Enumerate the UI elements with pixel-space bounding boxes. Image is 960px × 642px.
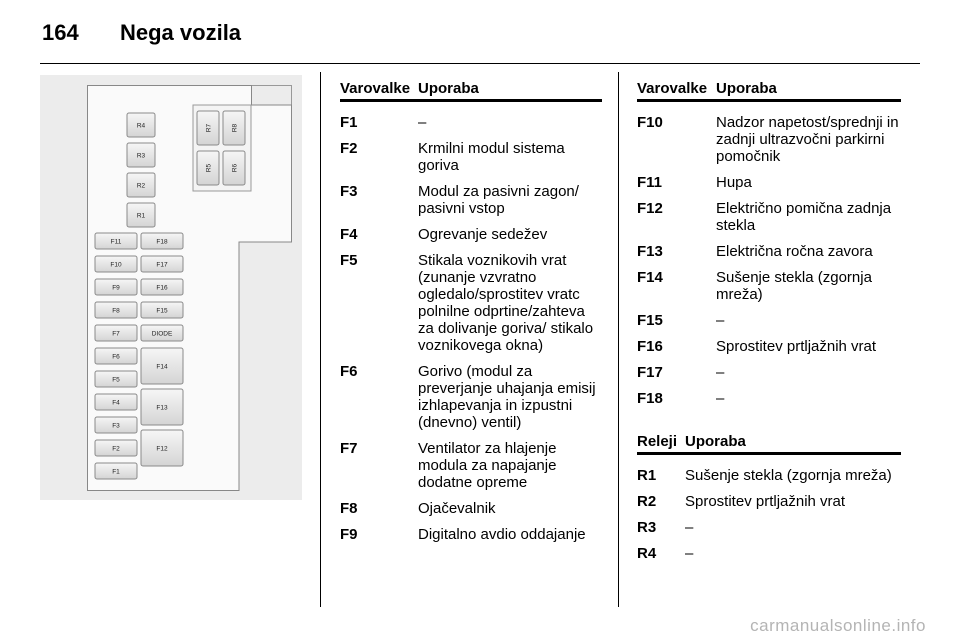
table-row	[637, 493, 901, 510]
row-use: –	[716, 390, 725, 407]
fuse-table-1	[340, 80, 602, 543]
row-use: –	[685, 519, 694, 536]
relay-block-label: R4	[136, 122, 146, 130]
row-key: F8	[340, 500, 358, 517]
relay-block-label: R2	[136, 182, 146, 190]
fuse-table-1-header	[340, 80, 602, 102]
row-use: Ogrevanje sedežev	[418, 226, 548, 243]
row-use: Modul za pasivni zagon/ pasivni vstop	[418, 183, 579, 217]
relay-block-label: R5	[205, 163, 213, 173]
row-key: F4	[340, 226, 358, 243]
fuse-block-label: F10	[110, 261, 122, 269]
row-use: Ojačevalnik	[418, 500, 496, 517]
row-key: F11	[637, 174, 663, 191]
row-key: R3	[637, 519, 657, 536]
fuse-block-label: F3	[112, 422, 120, 430]
fuse-box-svg	[87, 85, 293, 491]
relay-block-label: R8	[231, 123, 239, 133]
table-row	[637, 467, 901, 484]
fuse-block-label: F15	[156, 307, 168, 315]
header-uporaba: Uporaba	[685, 433, 746, 450]
fuse-block-label: F18	[156, 238, 168, 246]
fuse-block-label: DIODE	[151, 330, 173, 338]
table-row	[340, 440, 602, 491]
fuse-block-large-label: F12	[156, 445, 168, 453]
table-row	[637, 519, 901, 536]
row-key: R2	[637, 493, 657, 510]
fuse-block-label: F5	[112, 376, 120, 384]
row-use: Krmilni modul sistema goriva	[418, 140, 565, 174]
row-key: F9	[340, 526, 358, 543]
table-row	[637, 312, 901, 329]
row-key: F12	[637, 200, 663, 217]
column-divider-2	[618, 72, 619, 607]
header-rule	[40, 63, 920, 64]
row-use: Sušenje stekla (zgornja mreža)	[716, 269, 872, 303]
fuse-box-diagram	[40, 75, 302, 500]
fuse-block-label: F1	[112, 468, 120, 476]
fuse-block-label: F9	[112, 284, 120, 292]
row-key: F18	[637, 390, 663, 407]
row-use: Hupa	[716, 174, 752, 191]
row-key: F6	[340, 363, 358, 380]
fuse-block-label: F17	[156, 261, 168, 269]
table-row	[340, 500, 602, 517]
row-key: F15	[637, 312, 663, 329]
row-key: F16	[637, 338, 663, 355]
row-use: Gorivo (modul za preverjanje uhajanja emisij izhlapevanja in izpustni (dnevno) ventil)	[418, 363, 596, 431]
relay-block-label: R6	[231, 163, 239, 173]
row-key: R4	[637, 545, 657, 562]
fuse-block-label: F7	[112, 330, 120, 338]
page-title: Nega vozila	[120, 20, 242, 45]
row-key: F14	[637, 269, 663, 286]
header-releji: Releji	[637, 433, 678, 450]
row-key: F10	[637, 114, 663, 131]
header-uporaba: Uporaba	[716, 80, 777, 97]
fuse-table-2	[637, 80, 901, 407]
fuse-block-label: F6	[112, 353, 120, 361]
fuse-block-large-label: F13	[156, 404, 168, 412]
table-row	[637, 200, 901, 234]
row-key: F1	[340, 114, 358, 131]
relay-table-header	[637, 433, 901, 455]
row-use: Digitalno avdio oddajanje	[418, 526, 586, 543]
table-row	[637, 269, 901, 303]
watermark: carmanualsonline.info	[750, 616, 926, 635]
row-use: –	[716, 312, 725, 329]
row-key: F17	[637, 364, 663, 381]
fuse-block-label: F8	[112, 307, 120, 315]
fuse-table-2-header	[637, 80, 901, 102]
table-row	[637, 364, 901, 381]
table-row	[340, 226, 602, 243]
relay-block-label: R3	[136, 152, 146, 160]
fuse-block-large-label: F14	[156, 363, 168, 371]
relay-block-label: R1	[136, 212, 146, 220]
row-key: F5	[340, 252, 358, 269]
row-use: Sprostitev prtljažnih vrat	[716, 338, 877, 355]
table-row	[637, 338, 901, 355]
table-row	[637, 114, 901, 165]
column-divider-1	[320, 72, 321, 607]
fuse-box-body	[87, 85, 293, 491]
row-use: –	[418, 114, 427, 131]
row-key: F3	[340, 183, 358, 200]
table-row	[637, 174, 901, 191]
row-use: Nadzor napetost/sprednji in zadnji ultrazvočni parkirni pomočnik	[716, 114, 899, 165]
table-row	[340, 526, 602, 543]
header-uporaba: Uporaba	[418, 80, 479, 97]
row-key: F7	[340, 440, 358, 457]
row-key: R1	[637, 467, 657, 484]
row-use: Ventilator za hlajenje modula za napajanje dodatne opreme	[418, 440, 557, 491]
row-use: Električno pomična zadnja stekla	[716, 200, 892, 234]
fuse-block-label: F16	[156, 284, 168, 292]
row-use: –	[685, 545, 694, 562]
table-row	[340, 363, 602, 431]
fuse-block-label: F11	[110, 238, 122, 246]
table-row	[637, 243, 901, 260]
table-row	[340, 252, 602, 354]
row-use: Stikala voznikovih vrat (zunanje vzvratno ogledalo/sprostitev vratc polnilne odprtine/zahteva za dolivanje goriva/ stikalo voznikovega okna)	[418, 252, 594, 354]
header-varovalke: Varovalke	[340, 80, 411, 97]
fuse-block-label: F4	[112, 399, 120, 407]
table-row	[637, 545, 901, 562]
table-row	[637, 390, 901, 407]
row-use: Električna ročna zavora	[716, 243, 873, 260]
row-key: F2	[340, 140, 358, 157]
row-use: –	[716, 364, 725, 381]
row-use: Sprostitev prtljažnih vrat	[685, 493, 846, 510]
table-row	[340, 114, 602, 131]
row-key: F13	[637, 243, 663, 260]
fuse-block-label: F2	[112, 445, 120, 453]
relay-table	[637, 433, 901, 562]
table-row	[340, 140, 602, 174]
table-row	[340, 183, 602, 217]
row-use: Sušenje stekla (zgornja mreža)	[685, 467, 892, 484]
relay-block-label: R7	[205, 123, 213, 133]
header-varovalke: Varovalke	[637, 80, 708, 97]
page-number: 164	[42, 20, 79, 45]
